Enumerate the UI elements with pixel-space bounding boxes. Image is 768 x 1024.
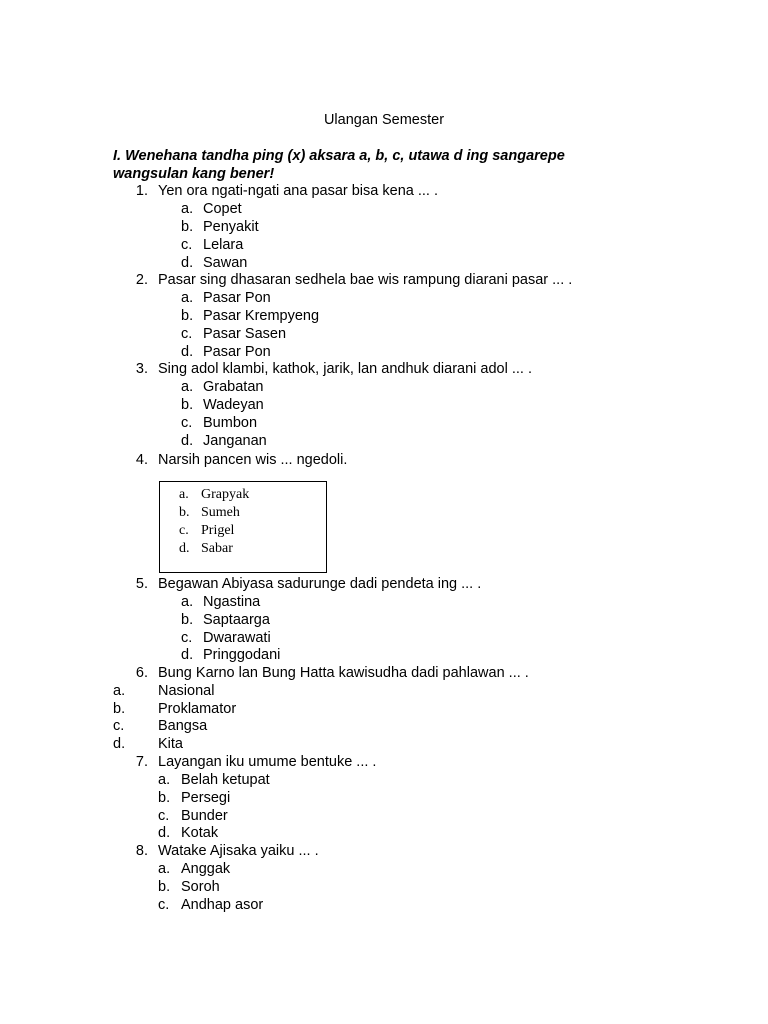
option-text: Pasar Pon (203, 290, 271, 306)
option-letter: a. (181, 379, 194, 395)
question-text: Narsih pancen wis ... ngedoli. (158, 452, 348, 468)
option-text: Bangsa (158, 718, 208, 734)
instruction-line-2: wangsulan kang bener! (113, 166, 275, 182)
option-letter: c. (158, 808, 170, 824)
option-text: Pasar Pon (203, 344, 271, 360)
question-number: 4. (135, 452, 148, 468)
option-letter: c. (181, 326, 193, 342)
page-title: Ulangan Semester (323, 112, 445, 128)
option-letter: a. (158, 861, 171, 877)
option-letter: d. (181, 255, 194, 271)
option-letter: d. (158, 825, 171, 841)
option-text: Kotak (181, 825, 219, 841)
question-text: Watake Ajisaka yaiku ... . (158, 843, 319, 859)
option-text: Penyakit (203, 219, 259, 235)
option-letter: b. (158, 790, 171, 806)
option-text: Bunder (181, 808, 228, 824)
question-text: Pasar sing dhasaran sedhela bae wis rampung diarani pasar ... . (158, 272, 573, 288)
question-number: 3. (135, 361, 148, 377)
option-letter: d. (179, 541, 190, 556)
question-text: Yen ora ngati-ngati ana pasar bisa kena ... . (158, 183, 438, 199)
option-text: Soroh (181, 879, 220, 895)
option-letter: d. (113, 736, 126, 752)
option-letter: b. (113, 701, 126, 717)
option-letter: a. (113, 683, 126, 699)
option-letter: c. (158, 897, 170, 913)
option-letter: c. (113, 718, 125, 734)
option-letter: b. (181, 612, 194, 628)
option-text: Persegi (181, 790, 231, 806)
option-letter: c. (179, 523, 189, 538)
option-text: Nasional (158, 683, 215, 699)
question-text: Layangan iku umume bentuke ... . (158, 754, 377, 770)
option-text: Bumbon (203, 415, 258, 431)
option-text: Anggak (181, 861, 231, 877)
option-letter: a. (179, 487, 189, 502)
option-letter: c. (181, 630, 193, 646)
option-text: Prigel (201, 523, 235, 538)
option-letter: a. (181, 290, 194, 306)
question-text: Bung Karno lan Bung Hatta kawisudha dadi pahlawan ... . (158, 665, 529, 681)
option-text: Kita (158, 736, 183, 752)
question-number: 1. (135, 183, 148, 199)
option-text: Wadeyan (203, 397, 264, 413)
option-text: Belah ketupat (181, 772, 270, 788)
option-letter: a. (181, 594, 194, 610)
option-text: Grapyak (201, 487, 250, 502)
option-text: Lelara (203, 237, 244, 253)
option-letter: a. (158, 772, 171, 788)
instruction-line-1: I. Wenehana tandha ping (x) aksara a, b, c, utawa d ing sangarepe (113, 148, 565, 164)
option-text: Dwarawati (203, 630, 271, 646)
option-letter: d. (181, 647, 194, 663)
question-text: Sing adol klambi, kathok, jarik, lan andhuk diarani adol ... . (158, 361, 532, 377)
option-text: Ngastina (203, 594, 261, 610)
option-text: Saptaarga (203, 612, 270, 628)
question-number: 5. (135, 576, 148, 592)
option-text: Sumeh (201, 505, 240, 520)
option-letter: b. (181, 397, 194, 413)
option-letter: c. (181, 237, 193, 253)
question-number: 2. (135, 272, 148, 288)
question-number: 8. (135, 843, 148, 859)
option-text: Proklamator (158, 701, 237, 717)
option-text: Pringgodani (203, 647, 281, 663)
option-letter: b. (181, 219, 194, 235)
option-text: Copet (203, 201, 242, 217)
option-letter: c. (181, 415, 193, 431)
option-letter: b. (158, 879, 171, 895)
option-text: Sawan (203, 255, 248, 271)
option-text: Pasar Krempyeng (203, 308, 320, 324)
option-text: Sabar (201, 541, 233, 556)
option-text: Pasar Sasen (203, 326, 287, 342)
option-text: Janganan (203, 433, 267, 449)
question-number: 7. (135, 754, 148, 770)
option-letter: d. (181, 344, 194, 360)
option-text: Grabatan (203, 379, 264, 395)
question-number: 6. (135, 665, 148, 681)
option-letter: a. (181, 201, 194, 217)
option-text: Andhap asor (181, 897, 264, 913)
option-letter: d. (181, 433, 194, 449)
option-letter: b. (181, 308, 194, 324)
question-text: Begawan Abiyasa sadurunge dadi pendeta ing ... . (158, 576, 482, 592)
option-letter: b. (179, 505, 190, 520)
